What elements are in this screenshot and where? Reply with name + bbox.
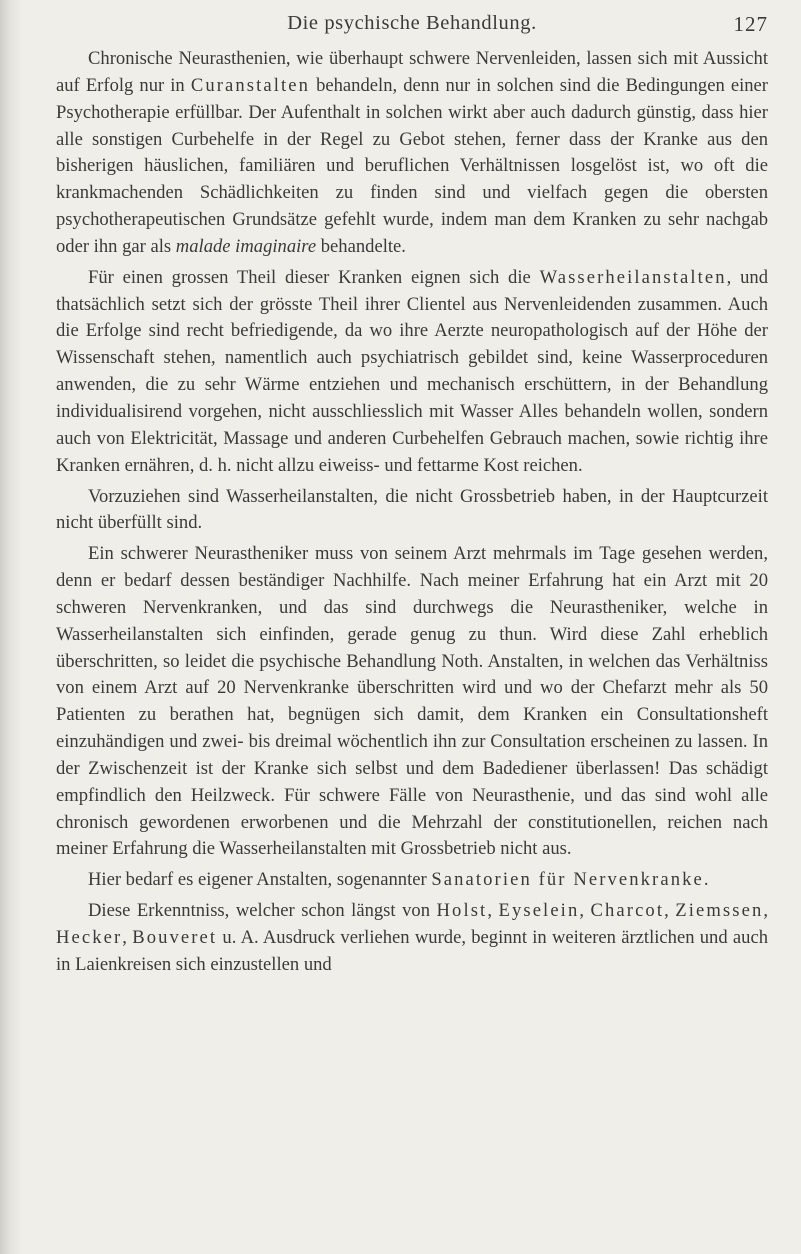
paragraph-neurastheniker: [56, 541, 768, 863]
text-segment: behandeln, denn nur in solchen sind die Bedingungen einer Psychotherapie erfüllbar. Der Aufenthalt in solchen wirkt aber auch dadurch günstig, dass hier alle sonstigen Curbehelfe in der Regel zu Gebot stehen, ferner dass der Kranke aus den bisherigen häuslichen, familiären und beruflichen Verhältnissen losgelöst ist, wo oft die krankmachenden Schädlichkeiten zu finden sind und vielfach gegen die obersten psychotherapeutischen Grundsätze gefehlt wurde, indem man dem Kranken zu sehr nachgab oder ihn gar als: [56, 74, 768, 257]
text-segment: ,: [579, 900, 591, 922]
emphasized-term: Wasserheilanstalten: [539, 266, 727, 288]
author-name: Hecker: [56, 927, 123, 948]
text-segment: Vorzuziehen sind Wasserheilanstalten, die nicht Grossbetrieb haben, in der Hauptcurzeit nicht überfüllt sind.: [56, 485, 768, 534]
paragraph-erkenntniss: [56, 898, 768, 979]
text-segment: Diese Erkenntniss, welcher schon längst von: [88, 900, 437, 922]
page-gutter-shadow: [0, 0, 22, 1254]
author-name: Ziemssen: [675, 900, 764, 922]
author-name: Bouveret: [132, 927, 218, 948]
text-segment: Ein schwerer Neurastheniker muss von seinem Arzt mehrmals im Tage gesehen werden, denn er bedarf dessen beständiger Nachhilfe. Nach meiner Erfahrung hat ein Arzt mit 20 schweren Nervenkranken, und das sind durchwegs die Neurastheniker, welche in Wasserheilanstalten sich einfinden, gerade genug zu thun. Wird diese Zahl erheblich überschritten, so leidet die psychische Behandlung Noth. Anstalten, in welchen das Verhältniss von einem Arzt auf 20 Nervenkranke überschritten wird und wo der Chefarzt mehr als 50 Patienten zu berathen hat, begnügen sich damit, dem Kranken ein Consultationsheft einzuhändigen und zwei- bis dreimal wöchentlich ihn zur Consultation erscheinen zu lassen. In der Zwischenzeit ist der Kranke sich selbst und dem Badediener überlassen! Das schädigt empfindlich den Heilzweck. Für schwere Fälle von Neurasthenie, und das sind wohl alle chronisch gewordenen erworbenen und die Mehrzahl der constitutionellen, reichen nach meiner Erfahrung die Wasserheilanstalten mit Grossbetrieb nicht aus.: [56, 543, 768, 860]
text-segment: , und thatsächlich setzt sich der grösste Theil ihrer Clientel aus Nervenleidenden zusammen. Auch die Erfolge sind recht befriedigende, da wo ihre Aerzte neuropathologisch auf der Höhe der Wissenschaft stehen, namentlich auch psychiatrisch gebildet sind, keine Wasserproceduren anwenden, die zu sehr Wärme entziehen und mechanisch erschüttern, in der Behandlung individualisirend vorgehen, nicht ausschliesslich mit Wasser Alles behandeln wollen, sondern auch von Elektricität, Massage und anderen Curbehelfen Gebrauch machen, sowie richtig ihre Kranken ernähren, d. h. nicht allzu eiweiss- und fettarme Kost reichen.: [56, 266, 768, 476]
author-name: Eyselein: [498, 900, 580, 922]
text-segment: ,: [122, 927, 133, 948]
text-segment: behandelte.: [316, 235, 406, 257]
author-name: Charcot: [590, 900, 665, 922]
text-segment: Hier bedarf es eigener Anstalten, sogenannter: [88, 869, 432, 891]
running-head: [56, 6, 768, 40]
text-segment: Für einen grossen Theil dieser Kranken eignen sich die: [88, 266, 540, 288]
text-segment: ,: [763, 900, 768, 922]
text-segment: u. A. Ausdruck verliehen wurde, beginnt in weiteren ärztlichen und auch in Laienkreisen sich einzustellen und: [56, 927, 768, 975]
italic-phrase: malade imaginaire: [175, 235, 317, 257]
body-text: [56, 46, 768, 983]
text-segment: ,: [487, 900, 499, 922]
text-segment: Chronische Neurasthenien, wie überhaupt schwere Nervenleiden, lassen sich mit Aussicht auf Erfolg nur in: [56, 48, 768, 96]
emphasized-term: Sanatorien für Nervenkranke: [431, 869, 704, 891]
emphasized-term: Curanstalten: [190, 74, 310, 96]
text-segment: ,: [664, 900, 676, 922]
author-name: Holst: [436, 900, 488, 922]
text-segment: .: [703, 869, 709, 891]
page-number: 127: [733, 12, 768, 36]
running-title: Die psychische Behandlung.: [287, 12, 537, 34]
paragraph-sanatorien: [56, 867, 768, 894]
paragraph-wasserheilanstalten: [56, 265, 768, 480]
paragraph-curanstalten: [56, 46, 768, 261]
paragraph-vorzuziehen: [56, 484, 768, 538]
